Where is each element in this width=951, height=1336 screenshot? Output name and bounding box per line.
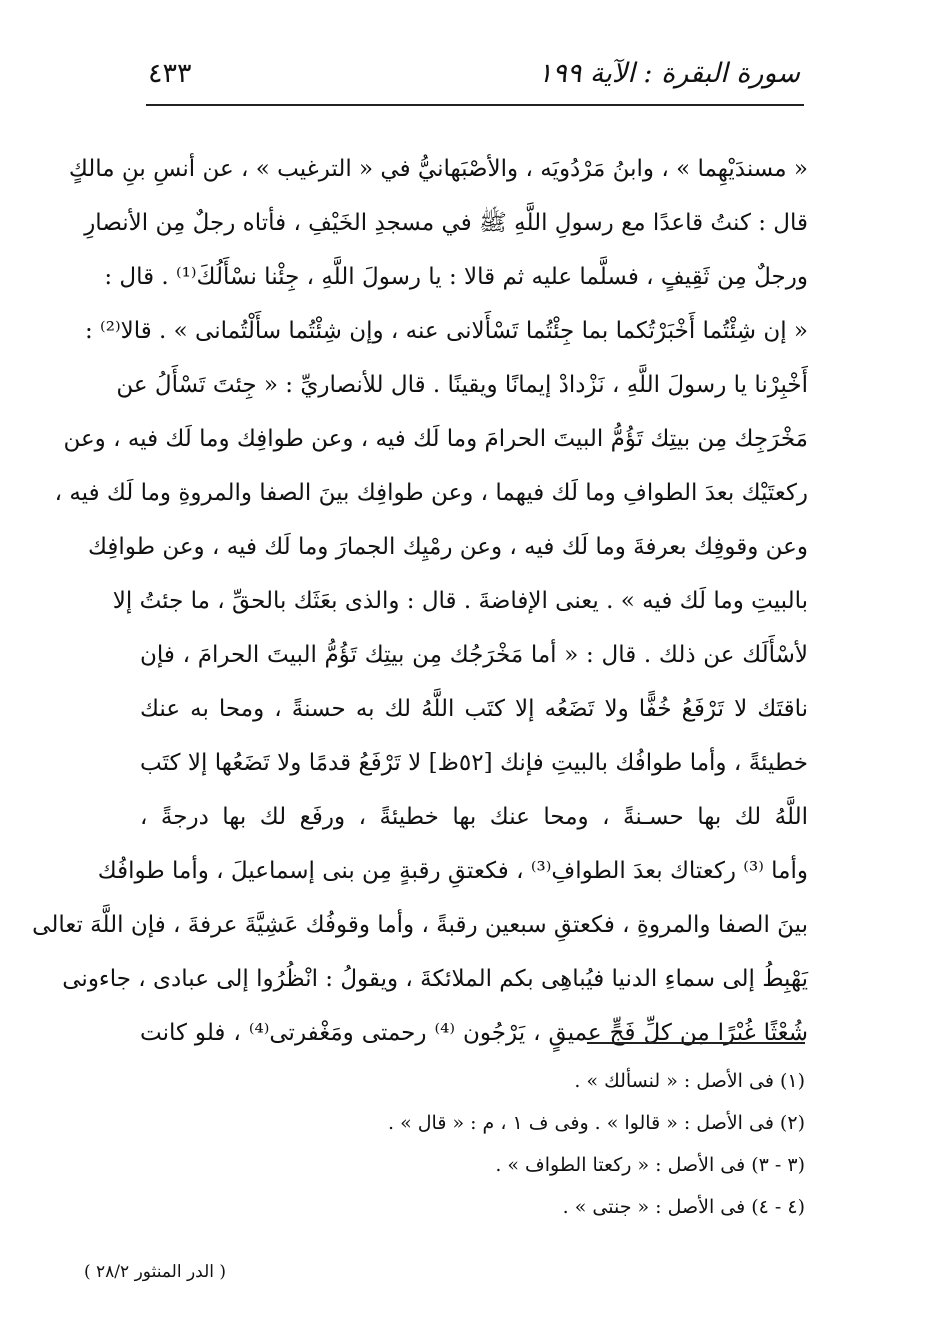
- text-line: شُعْثًا غُبْرًا مِن كلِّ فَجٍّ عميقٍ ، يَرْجُون ⁽⁴⁾ رحمتى ومَغْفرتى⁽⁴⁾ ، فلو كانت: [140, 1020, 809, 1046]
- text-line: خطيئةً ، وأما طوافُك بالبيتِ فإنك [٥٢ظ] لا تَرْفَعُ قدمًا ولا تَضَعُها إلا كتَب: [140, 750, 808, 776]
- body-text: [32, 142, 809, 1060]
- footnote: (٤ - ٤) فى الأصل : « جنتى » .: [562, 1196, 805, 1218]
- page-header: [140, 52, 808, 98]
- text-line: أَخْبِرْنا يا رسولَ اللَّهِ ، نَزْدادْ إيمانًا ويقينًا . قال للأنصاريِّ : « جِئتَ تَسْأَلُ عن: [116, 372, 808, 398]
- text-line: يَهْبِطُ إلى سماءِ الدنيا فيُباهِى بكم الملائكةَ ، ويقولُ : انْظُرُوا إلى عبادى ، جاءونى: [62, 966, 808, 992]
- text-line: وأما ⁽³⁾ ركعتاك بعدَ الطوافِ⁽³⁾ ، فكعتقِ رقبةٍ مِن بنى إسماعيلَ ، وأما طوافُك: [97, 858, 808, 884]
- text-line: بالبيتِ وما لَك فيه » . يعنى الإفاضةَ . قال : والذى بعَثَك بالحقِّ ، ما جئتُ إلا: [112, 588, 808, 614]
- footnote-rule: [587, 1042, 805, 1044]
- text-line: « إن شِئْتُما أَخْبَرْتُكما بما جِئْتُما تَسْأَلانى عنه ، وإن شِئْتُما سأَلْتُمانى » . قالا⁽²⁾ :: [84, 318, 808, 344]
- footnote: (٢) فى الأصل : « قالوا » . وفى ف ١ ، م : « قال » .: [387, 1112, 805, 1134]
- text-line: « مسندَيْهِما » ، وابنُ مَرْدُويَه ، والأصْبَهانيُّ في « الترغيب » ، عن أنسِ بنِ مالكٍ: [68, 156, 808, 182]
- running-title: سورة البقرة : الآية ١٩٩: [537, 58, 800, 89]
- text-line: ورجلٌ مِن ثَقِيفٍ ، فسلَّما عليه ثم قالا : يا رسولَ اللَّهِ ، جِئْنا نسْأَلُكَ⁽¹⁾ . قال :: [104, 264, 808, 290]
- footnote: (٣ - ٣) فى الأصل : « ركعتا الطواف » .: [495, 1154, 805, 1176]
- page-number: ٤٣٣: [148, 58, 192, 89]
- text-line: بينَ الصفا والمروةِ ، فكعتقِ سبعين رقبةً ، وأما وقوفُك عَشِيَّةَ عرفةَ ، فإن اللَّهَ تعالى: [32, 912, 808, 938]
- text-line: ركعتَيْك بعدَ الطوافِ وما لَك فيهما ، وعن طوافِك بينَ الصفا والمروةِ وما لَك فيه ،: [54, 480, 808, 506]
- footnote: (١) فى الأصل : « لنسألك » .: [574, 1070, 805, 1092]
- header-rule: [146, 104, 804, 106]
- footnotes: [300, 1060, 805, 1228]
- text-line: وعن وقوفِك بعرفةَ وما لَك فيه ، وعن رمْيِك الجمارَ وما لَك فيه ، وعن طوافِك: [88, 534, 808, 560]
- text-line: ناقتَك لا تَرْفَعُ خُفًّا ولا تَضَعُه إلا كتَب اللَّهُ لك به حسنةً ، ومحا به عنك: [140, 696, 808, 722]
- text-line: قال : كنتُ قاعدًا مع رسولِ اللَّهِ ﷺ في مسجدِ الخَيْفِ ، فأتاه رجلٌ مِن الأنصارِ: [84, 210, 808, 236]
- text-line: لأسْأَلَك عن ذلك . قال : « أما مَخْرَجُك مِن بيتِك تَؤُمُّ البيتَ الحرامَ ، فإن: [140, 642, 808, 668]
- source-note: ( الدر المنثور ٢٨/٢ ): [84, 1262, 227, 1282]
- text-line: اللَّهُ لك بها حسـنةً ، ومحا عنك بها خطيئةً ، ورفَع لك بها درجةً ،: [140, 804, 808, 830]
- text-line: مَخْرَجِك مِن بيتِك تَؤُمُّ البيتَ الحرامَ وما لَك فيه ، وعن طوافِك وما لَك فيه ، وعن: [63, 426, 808, 452]
